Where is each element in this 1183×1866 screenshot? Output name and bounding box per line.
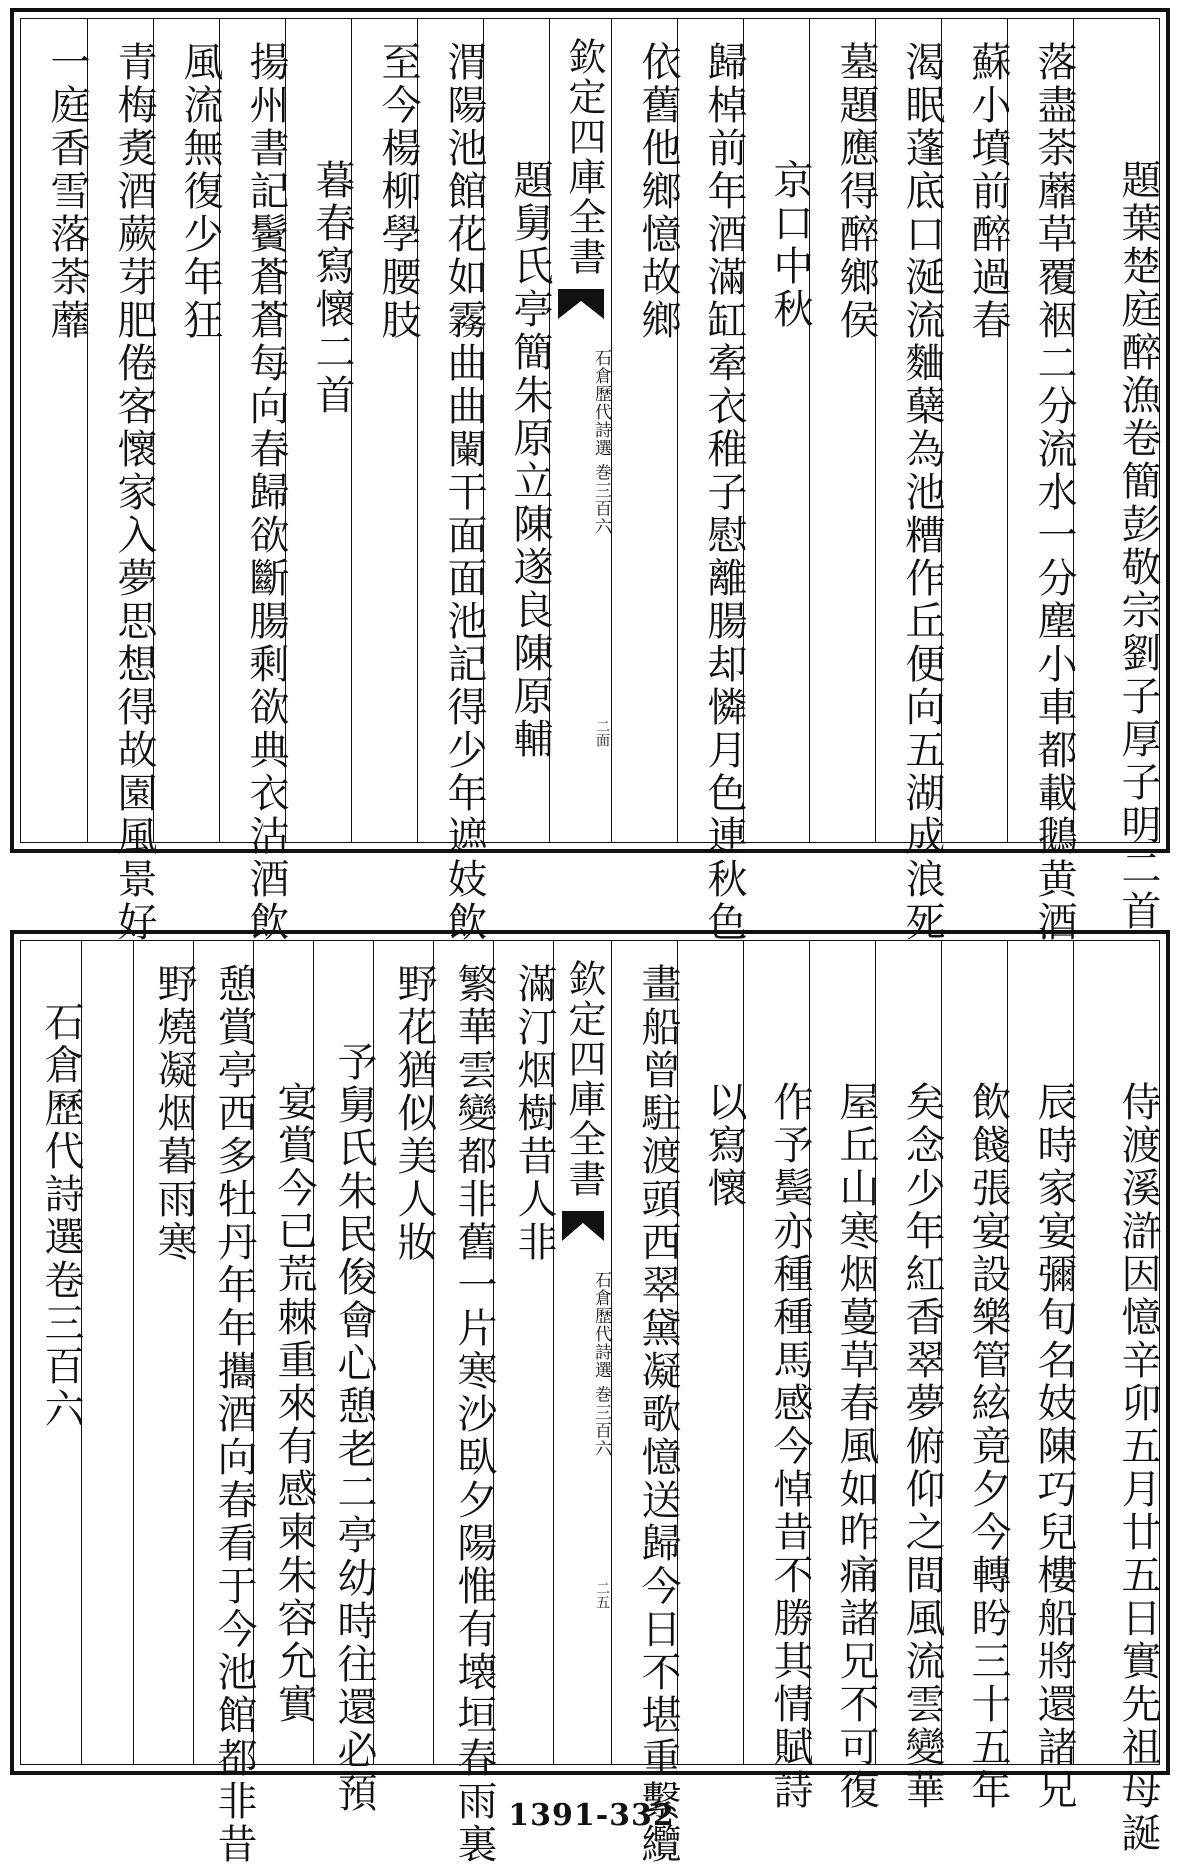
column-text: 落盡荼蘼草覆裀二分流水一分塵小車都載鵝黄酒 [1031, 41, 1077, 944]
column-text: 繁華雲變都非舊一片寒沙臥夕陽惟有壊垣春雨裏 [451, 963, 497, 1866]
column-text: 野花猶似美人妝 [391, 963, 437, 1264]
top-page-frame [10, 8, 1170, 944]
column-text: 矣念少年紅香翠夢俯仰之間風流雲變華 [899, 1081, 945, 1812]
text-column [253, 941, 317, 1764]
text-column [809, 19, 879, 842]
column-text: 蘇小墳前醉過春 [965, 41, 1011, 342]
column-text: 野燒凝烟暮雨寒 [151, 963, 197, 1264]
text-column [677, 19, 747, 944]
column-text: 暮春寫懷二首 [309, 159, 355, 417]
spine-title: 欽定四庫全書 [562, 959, 606, 1199]
text-column [1007, 941, 1077, 1812]
text-column [21, 19, 90, 842]
column-text: 墓題應得醉鄉侯 [833, 41, 879, 342]
top-page-grid [20, 18, 1161, 944]
center-spine [549, 19, 612, 842]
text-column [611, 941, 681, 1866]
text-column [21, 941, 84, 1764]
text-column [133, 941, 197, 1764]
column-text: 辰時家宴彌旬名妓陳巧兒樓船將還諸兄 [1031, 1081, 1077, 1812]
spine-subtitle-volume: 巻三百六 [591, 1385, 611, 1458]
column-text: 揚州書記鬢蒼蒼每向春歸欲斷腸剩欲典衣沽酒飲 [243, 41, 289, 944]
column-text: 畫船曾駐渡頭西翠黛凝歌憶送歸今日不堪重繫纜 [635, 963, 681, 1866]
column-text: 侍渡溪滸因憶辛卯五月廿五日實先祖母誕 [1115, 1081, 1161, 1855]
text-column [611, 19, 681, 842]
text-column [417, 19, 487, 944]
text-column [875, 19, 945, 944]
text-column [875, 941, 945, 1812]
column-text: 渭陽池館花如霧曲曲闌干面面池記得少年遮妓飲 [441, 41, 487, 944]
text-column [941, 941, 1011, 1812]
column-text: 滿汀烟樹昔人非 [511, 963, 557, 1264]
text-column [87, 19, 157, 944]
text-column [193, 941, 257, 1866]
column-text: 至今楊柳學腰肢 [375, 41, 421, 342]
page-number: 1391-332 [508, 1798, 675, 1833]
spine-subtitle-work: 石倉歷代詩選 [591, 349, 611, 457]
text-column [433, 941, 497, 1866]
column-text: 作予鬓亦種種馬感今悼昔不勝其情賦詩 [767, 1081, 813, 1812]
spine-subtitle [550, 349, 612, 535]
text-column [1007, 19, 1077, 944]
column-text: 京口中秋 [767, 159, 813, 331]
text-column [373, 941, 437, 1764]
text-column [219, 19, 289, 944]
center-spine [553, 941, 612, 1764]
text-column [81, 941, 134, 1764]
text-column [941, 19, 1011, 842]
fish-tail-ornament-icon [562, 1211, 604, 1241]
spine-subtitle-work: 石倉歷代詩選 [591, 1271, 611, 1379]
text-column [809, 941, 879, 1812]
column-text: 予舅氏朱民俊會心憩老二亭幼時往還必預 [331, 1041, 377, 1815]
text-column [313, 941, 377, 1815]
text-column [351, 19, 421, 842]
spine-subtitle-volume: 巻三百六 [591, 463, 611, 536]
column-text: 宴賞今已荒棘重來有感柬朱容允實 [271, 1081, 317, 1726]
column-text: 依舊他鄉憶故鄉 [635, 41, 681, 342]
text-column [483, 19, 553, 842]
fish-tail-ornament-icon [558, 289, 604, 319]
column-text: 石倉歷代詩選卷三百六 [38, 1001, 84, 1431]
column-text: 飲餞張宴設樂管絃竟夕今轉盻三十五年 [965, 1081, 1011, 1812]
spine-leaf-number: 二五 [594, 1581, 610, 1609]
column-text: 題舅氏亭簡朱原立陳遂良陳原輔 [507, 159, 553, 761]
text-column [743, 19, 813, 842]
text-column [743, 941, 813, 1812]
column-text: 題葉楚庭醉漁卷簡彭敬宗劉子厚子明二首 [1115, 159, 1161, 933]
column-text: 風流無復少年狂 [177, 41, 223, 342]
text-column [1073, 941, 1161, 1855]
column-text: 一庭香雪落荼蘼 [44, 41, 90, 342]
column-text: 青梅煑酒蕨芽肥倦客懷家入夢思想得故園風景好 [111, 41, 157, 944]
column-text: 渴眠蓬底口涎流麯蘖為池糟作丘便向五湖成浪死 [899, 41, 945, 944]
text-column [493, 941, 557, 1764]
spine-leaf-number: 二面 [594, 719, 610, 747]
text-column [153, 19, 223, 842]
text-column [677, 941, 747, 1764]
column-text: 歸棹前年酒滿缸牽衣稚子慰離腸却憐月色連秋色 [701, 41, 747, 944]
spine-title: 欽定四庫全書 [562, 37, 606, 277]
text-column [285, 19, 355, 842]
spine-subtitle [554, 1271, 612, 1457]
text-column [1073, 19, 1161, 933]
column-text: 以寫懷 [701, 1081, 747, 1210]
column-text: 憩賞亭西多牡丹年年攜酒向春看于今池館都非昔 [211, 963, 257, 1866]
column-text: 屋丘山寒烟蔓草春風如昨痛諸兄不可復 [833, 1081, 879, 1812]
